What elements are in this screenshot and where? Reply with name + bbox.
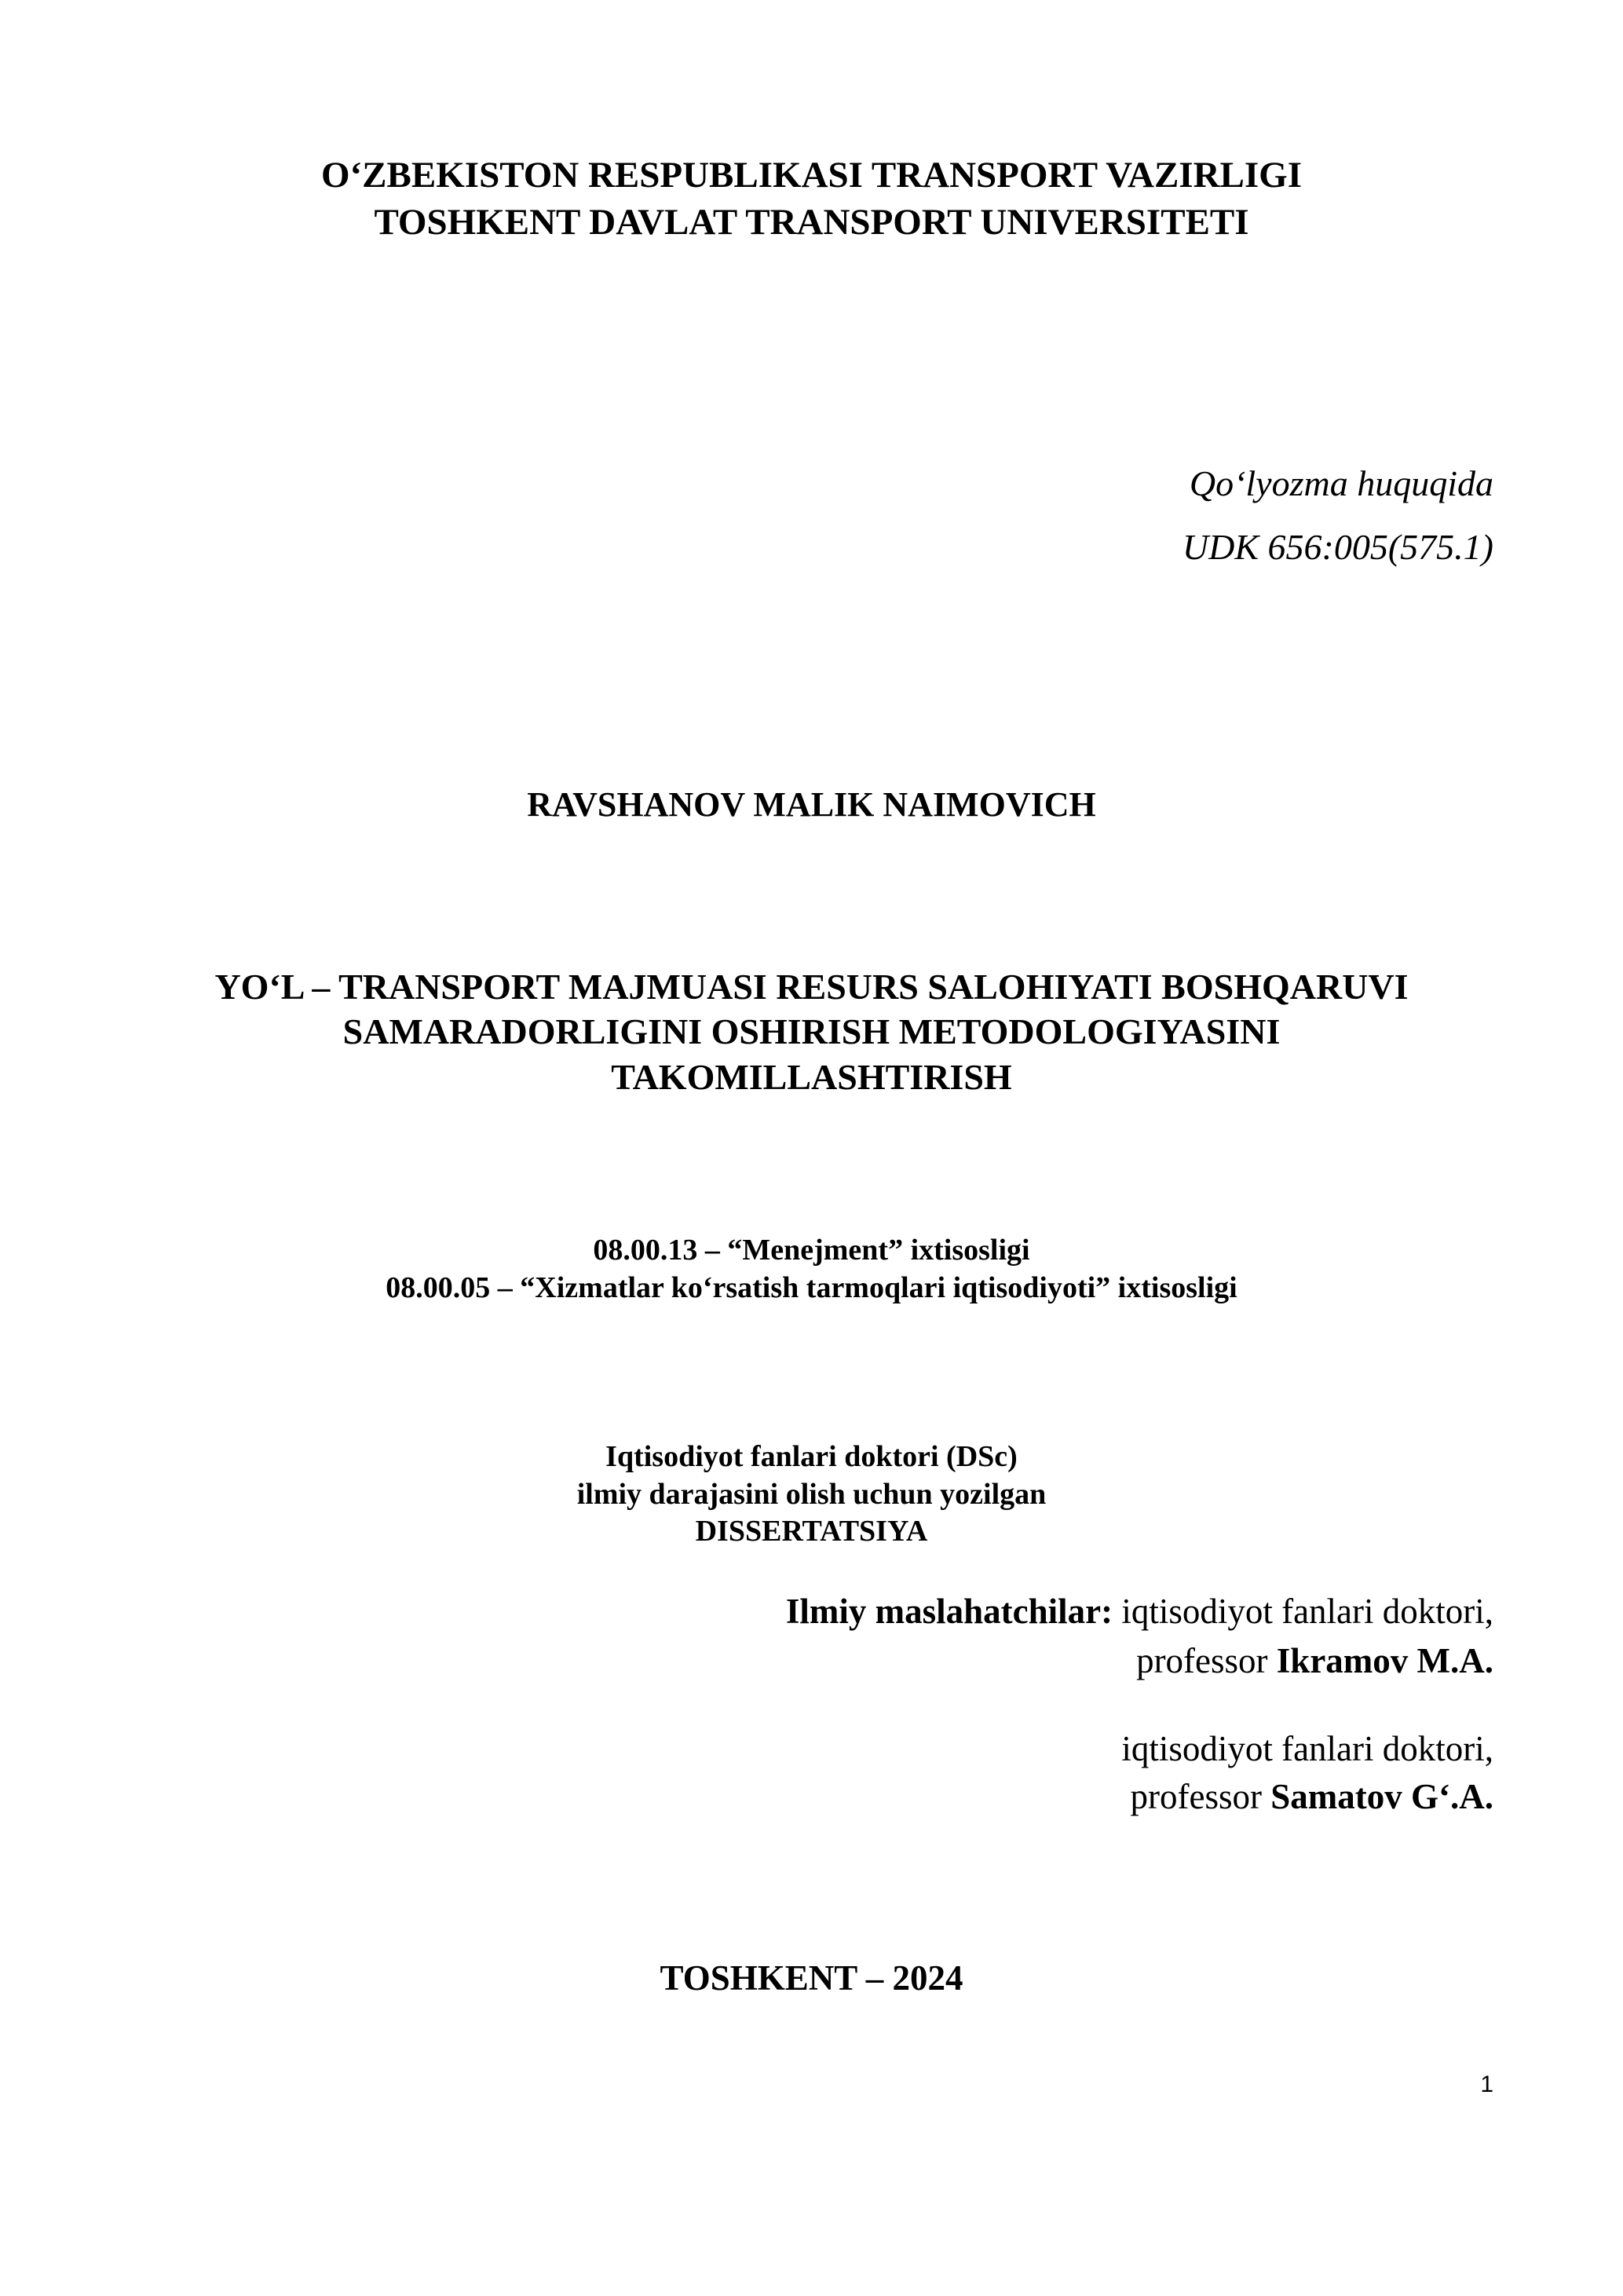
thesis-title-line-3: TAKOMILLASHTIRISH	[611, 1057, 1012, 1097]
city-year: TOSHKENT – 2024	[660, 1958, 963, 1998]
advisor-2-degree: iqtisodiyot fanlari doktori,	[1121, 1729, 1493, 1768]
manuscript-rights: Qo‘lyozma huquqida	[1189, 463, 1493, 503]
advisors-line-2	[1136, 1643, 1493, 1679]
degree-line-1: Iqtisodiyot fanlari doktori (DSc)	[605, 1440, 1018, 1473]
specialty-line-1: 08.00.13 – “Menejment” ixtisosligi	[593, 1234, 1030, 1267]
udk-code: UDK 656:005(575.1)	[1182, 527, 1493, 567]
university-name: TOSHKENT DAVLAT TRANSPORT UNIVERSITETI	[374, 202, 1249, 243]
specialty-line-2: 08.00.05 – “Xizmatlar ko‘rsatish tarmoqlari iqtisodiyoti” ixtisosligi	[386, 1271, 1237, 1304]
advisors-label: Ilmiy maslahatchilar:	[785, 1592, 1113, 1631]
advisor-1-name: Ikramov M.A.	[1276, 1641, 1493, 1680]
advisor-2-name: Samatov G‘.A.	[1270, 1777, 1493, 1816]
thesis-title-line-2: SAMARADORLIGINI OSHIRISH METODOLOGIYASINI	[342, 1011, 1281, 1051]
thesis-title-line-1: YO‘L – TRANSPORT MAJMUASI RESURS SALOHIYATI BOSHQARUVI	[214, 967, 1409, 1007]
advisors-line-1	[786, 1594, 1493, 1629]
advisor-2-rank: professor	[1130, 1777, 1271, 1816]
advisors-line-4	[1131, 1779, 1493, 1815]
advisor-1-rank: professor	[1136, 1641, 1277, 1680]
advisors-line-3	[1121, 1731, 1493, 1767]
author-name: RAVSHANOV MALIK NAIMOVICH	[527, 785, 1096, 824]
degree-line-3: DISSERTATSIYA	[695, 1515, 928, 1548]
ministry-name: O‘ZBEKISTON RESPUBLIKASI TRANSPORT VAZIRLIGI	[320, 155, 1303, 196]
advisor-1-degree: iqtisodiyot fanlari doktori,	[1113, 1592, 1493, 1631]
degree-line-2: ilmiy darajasini olish uchun yozilgan	[576, 1478, 1047, 1511]
page-number: 1	[1480, 2071, 1493, 2097]
